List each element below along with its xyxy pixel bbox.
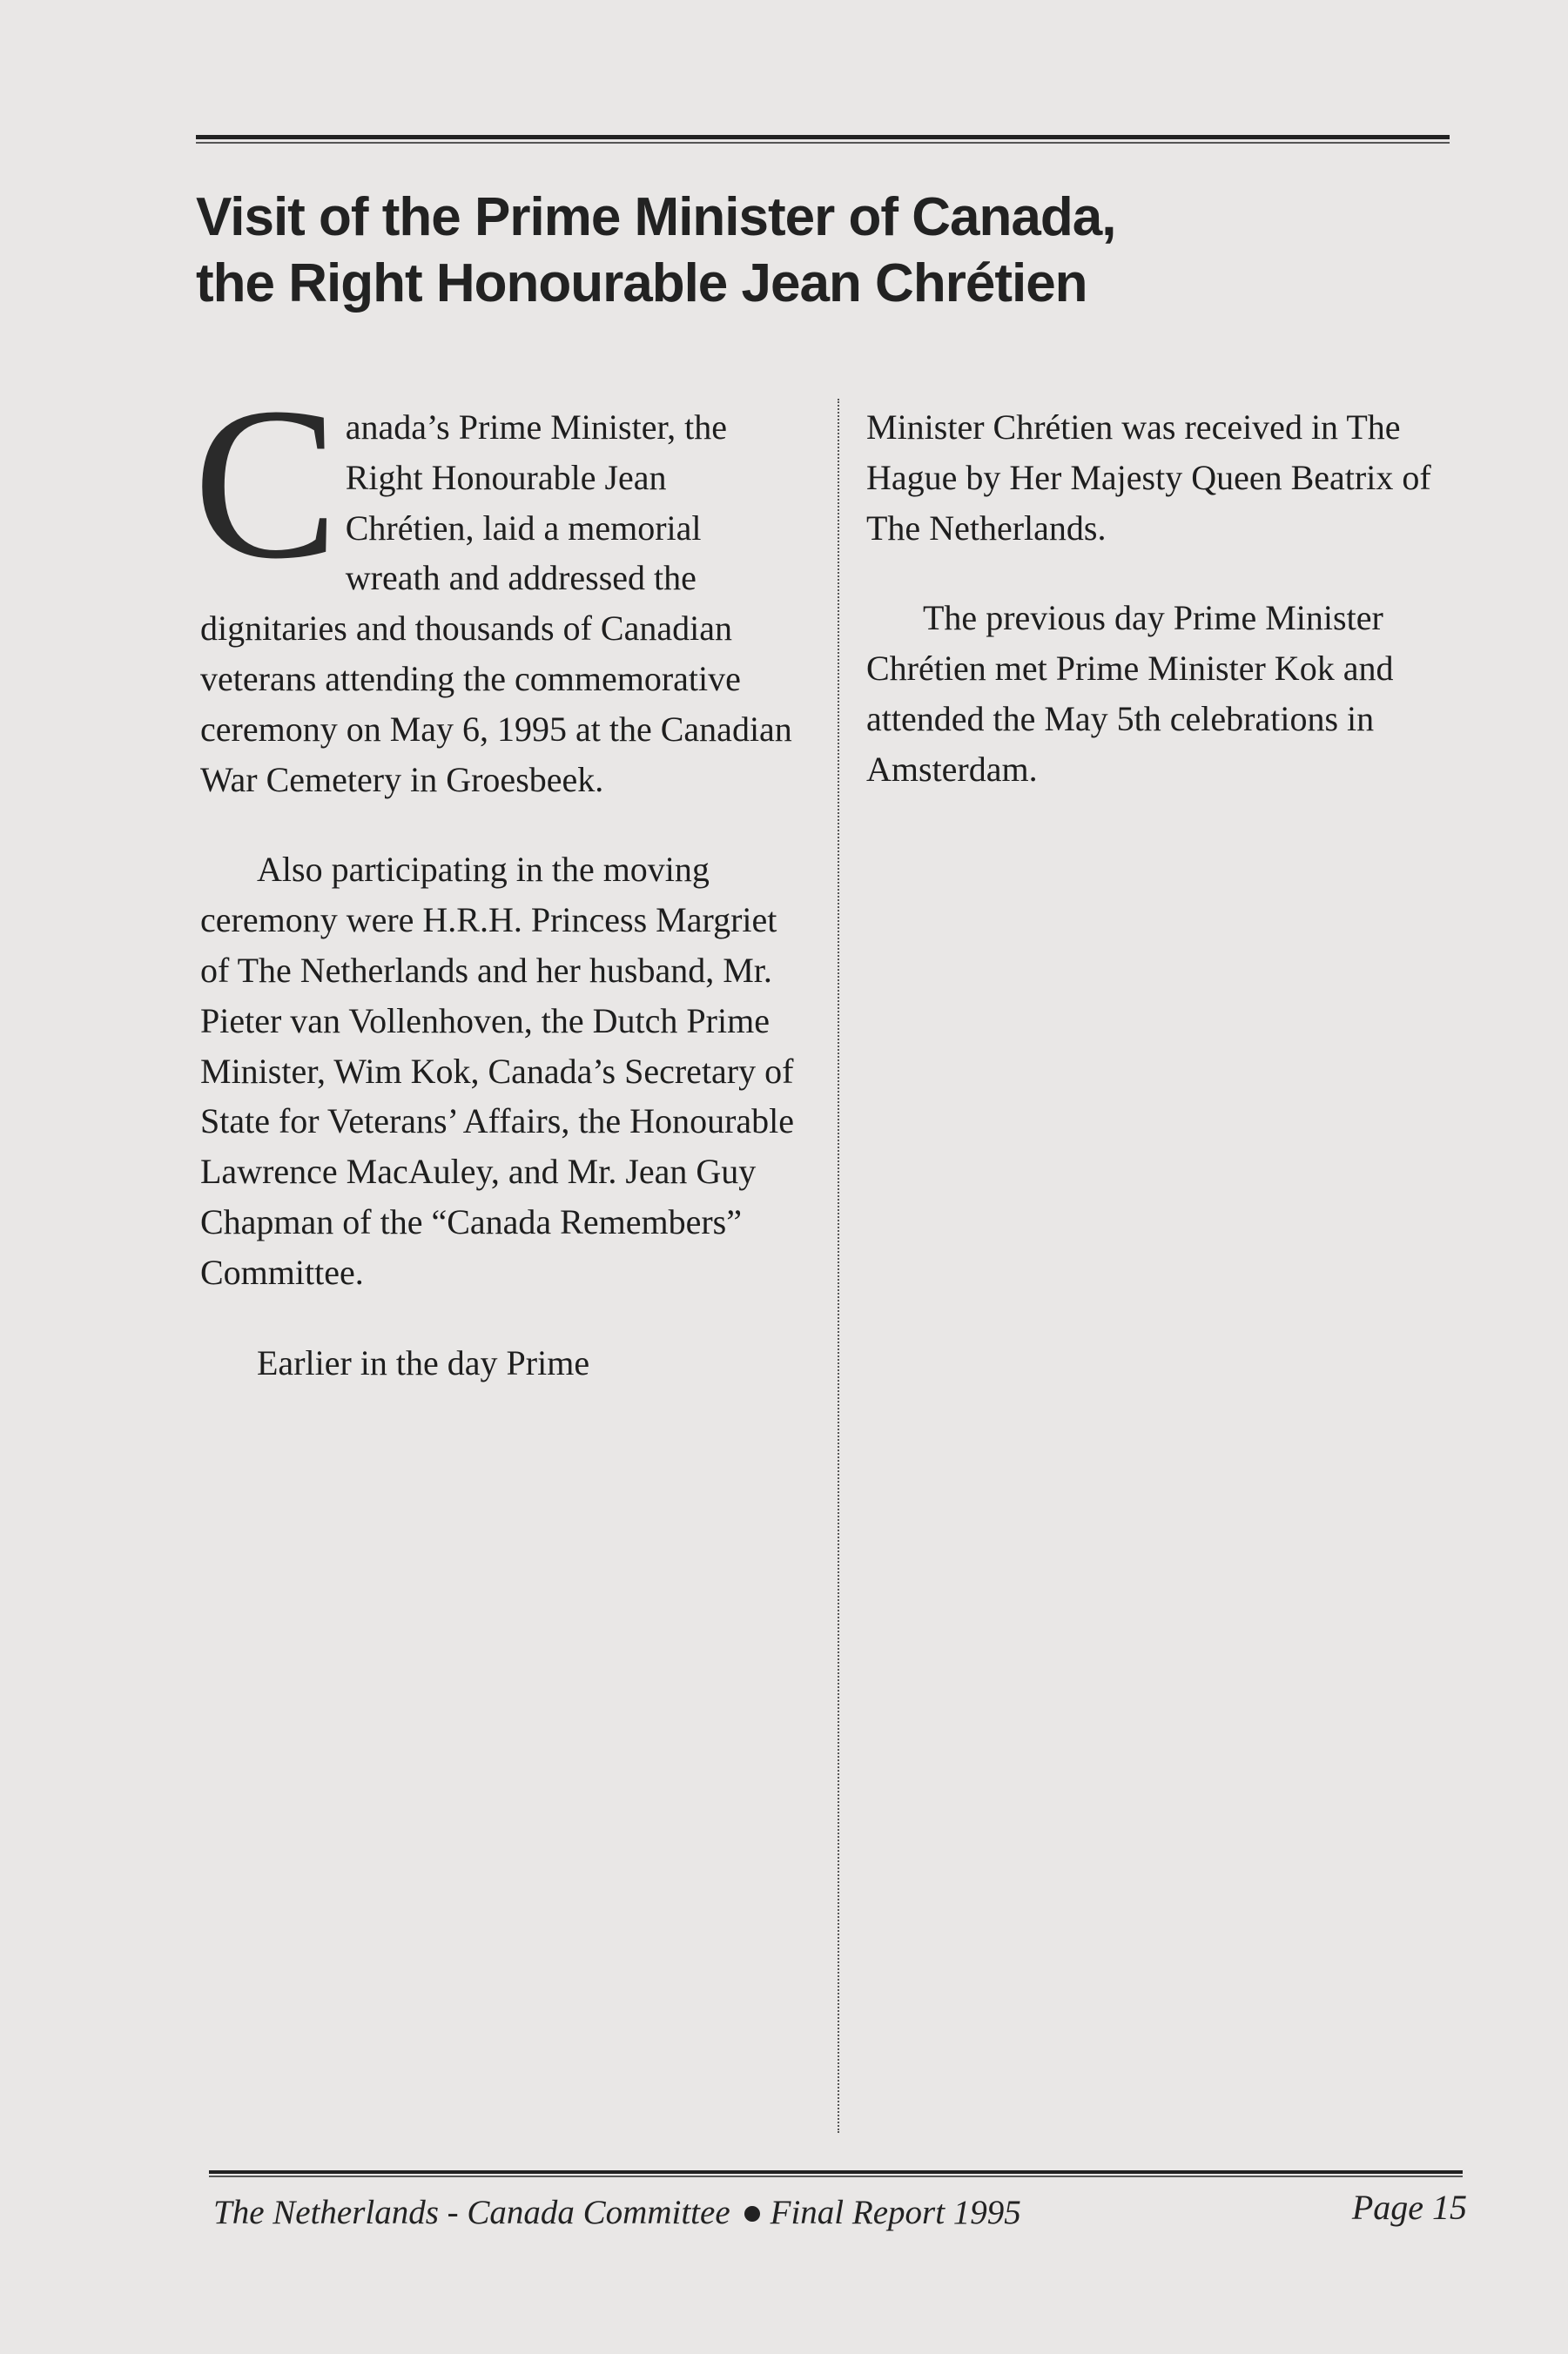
- top-rule: [196, 135, 1450, 144]
- title-line-1: Visit of the Prime Minister of Canada,: [196, 187, 1116, 247]
- left-paragraph-1-text: anada’s Prime Minister, the Right Honourable Jean Chrétien, laid a memorial wreath and addressed the dignitaries and thousands of Canadian veterans attending the commemorative ceremony on May 6, 1995 at the Canadian War Cemetery in Groesbeek.: [200, 407, 792, 799]
- bottom-rule: [209, 2170, 1463, 2177]
- left-paragraph-3: Earlier in the day Prime: [257, 1342, 590, 1382]
- footer-report-name: Final Report 1995: [770, 2194, 1021, 2231]
- left-column: [193, 363, 801, 1388]
- page-footer: [213, 2187, 1467, 2239]
- right-column: [866, 402, 1458, 795]
- footer-publication: [213, 2187, 1021, 2239]
- left-paragraph-1: [193, 363, 801, 804]
- page-title: [196, 185, 1450, 317]
- right-paragraph-1: Minister Chrétien was received in The Hague by Her Majesty Queen Beatrix of The Netherlands.: [866, 407, 1431, 548]
- page-number: Page 15: [1351, 2188, 1467, 2227]
- right-paragraph-2: The previous day Prime Minister Chrétien met Prime Minister Kok and attended the May 5th celebrations in Amsterdam.: [866, 598, 1394, 789]
- left-paragraph-2: Also participating in the moving ceremony were H.R.H. Princess Margriet of The Netherlands and her husband, Mr. Pieter van Vollenhoven, the Dutch Prime Minister, Wim Kok, Canada’s Secretary of State for Veterans’ Affairs, the Honourable Lawrence MacAuley, and Mr. Jean Guy Chapman of the “Canada Remembers” Committee.: [200, 850, 795, 1292]
- title-line-2: the Right Honourable Jean Chrétien: [196, 253, 1087, 313]
- footer-publication-name: The Netherlands - Canada Committee: [213, 2194, 730, 2231]
- column-divider: [838, 399, 839, 2133]
- bullet-icon: [744, 2206, 760, 2222]
- drop-cap: C: [193, 363, 339, 604]
